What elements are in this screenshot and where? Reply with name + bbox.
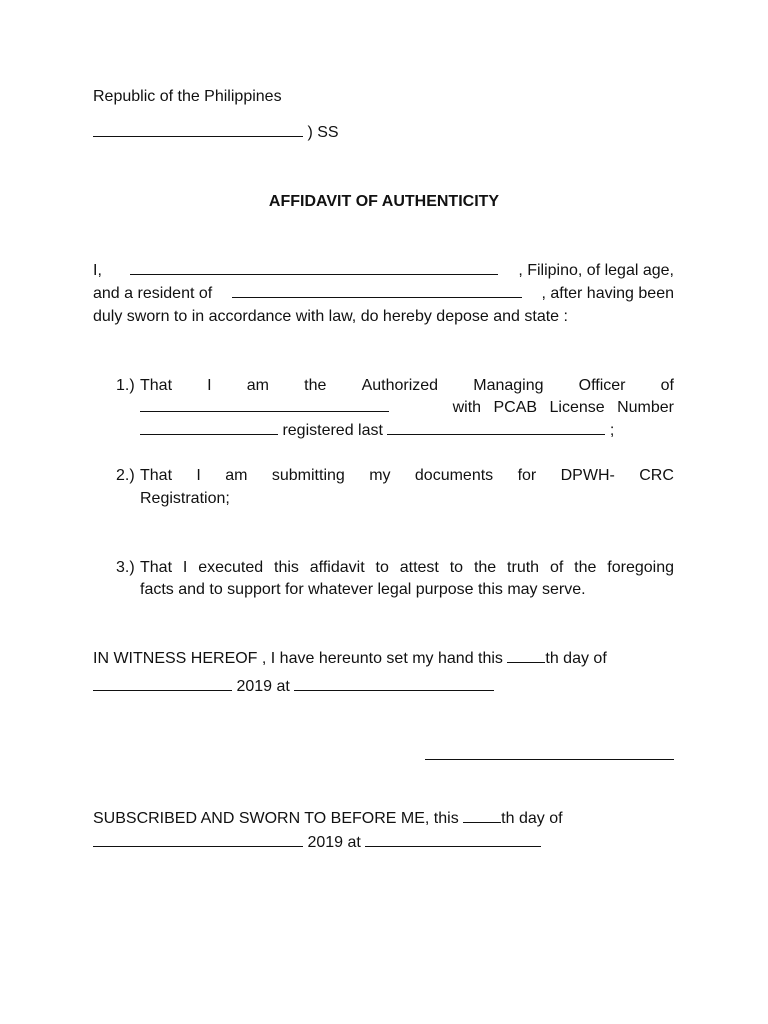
item-1-word: Managing [473, 377, 544, 394]
item-2-word: submitting [271, 467, 345, 484]
item-2-line-1 [140, 467, 674, 485]
subscribed-place-blank[interactable] [365, 834, 541, 847]
item-2-number: 2.) [116, 467, 135, 484]
country-heading: Republic of the Philippines [93, 88, 282, 105]
item-3-line-2: facts and to support for whatever legal purpose this may serve. [140, 581, 586, 598]
item-2-word: I [196, 467, 201, 484]
venue-line [93, 124, 339, 142]
company-blank[interactable] [140, 399, 389, 412]
item-2-word: That [140, 467, 173, 484]
witness-month-blank[interactable] [93, 678, 232, 691]
subscribed-year: 2019 at [307, 834, 361, 851]
license-blank[interactable] [140, 422, 278, 435]
registered-date-blank[interactable] [387, 422, 605, 435]
intro-resident: and a resident of [93, 285, 213, 302]
item-2-word: my [369, 467, 391, 484]
item-1-word: That [140, 377, 173, 394]
witness-th: th day of [545, 650, 607, 667]
item-2-word: CRC [639, 467, 674, 484]
witness-place-blank[interactable] [294, 678, 494, 691]
item-1-word: Officer [578, 377, 626, 394]
item-2-word: documents [414, 467, 494, 484]
signature-blank[interactable] [425, 747, 674, 760]
subscribed-line-2 [93, 834, 541, 852]
item-1-word: the [304, 377, 327, 394]
subscribed-month-blank[interactable] [93, 834, 303, 847]
item-3-number: 3.) [116, 559, 135, 576]
item-2-line-2: Registration; [140, 490, 230, 507]
subscribed-text: SUBSCRIBED AND SWORN TO BEFORE ME, this [93, 810, 459, 827]
witness-year: 2019 at [236, 678, 290, 695]
item-1-line-1 [140, 377, 674, 395]
ss-label: ) SS [307, 124, 339, 141]
signature-line[interactable] [425, 747, 674, 765]
item-1-registered: registered last [282, 422, 383, 439]
intro-i: I, [93, 262, 102, 279]
item-1-word: of [660, 377, 674, 394]
witness-line-1 [93, 650, 607, 668]
item-1-word: Authorized [361, 377, 439, 394]
item-2-word: am [225, 467, 248, 484]
item-1-word: am [246, 377, 270, 394]
item-1-end: ; [609, 422, 615, 439]
item-1-word: I [207, 377, 212, 394]
item-2-word: DPWH- [560, 467, 615, 484]
subscribed-line-1 [93, 810, 563, 828]
item-2-word: for [517, 467, 537, 484]
subscribed-day-blank[interactable] [463, 810, 501, 823]
residence-blank[interactable] [232, 285, 522, 298]
witness-day-blank[interactable] [507, 650, 545, 663]
item-3-line-1: That I executed this affidavit to attest to the truth of the foregoing [140, 559, 674, 576]
item-1-line-3 [140, 422, 614, 440]
witness-line-2 [93, 678, 494, 696]
document-title: AFFIDAVIT OF AUTHENTICITY [268, 193, 500, 210]
intro-after: , after having been [541, 285, 674, 302]
item-1-number: 1.) [116, 377, 135, 394]
witness-text: IN WITNESS HEREOF , I have hereunto set my hand this [93, 650, 503, 667]
subscribed-th: th day of [501, 810, 563, 827]
name-blank[interactable] [130, 262, 498, 275]
intro-line-1 [93, 262, 674, 280]
intro-filipino: , Filipino, of legal age, [518, 262, 674, 279]
intro-line-3: duly sworn to in accordance with law, do hereby depose and state : [93, 308, 568, 325]
venue-blank[interactable] [93, 124, 303, 137]
intro-line-2 [93, 285, 674, 303]
item-1-line-2 [140, 399, 674, 417]
item-1-with: with PCAB License Number [452, 399, 674, 416]
